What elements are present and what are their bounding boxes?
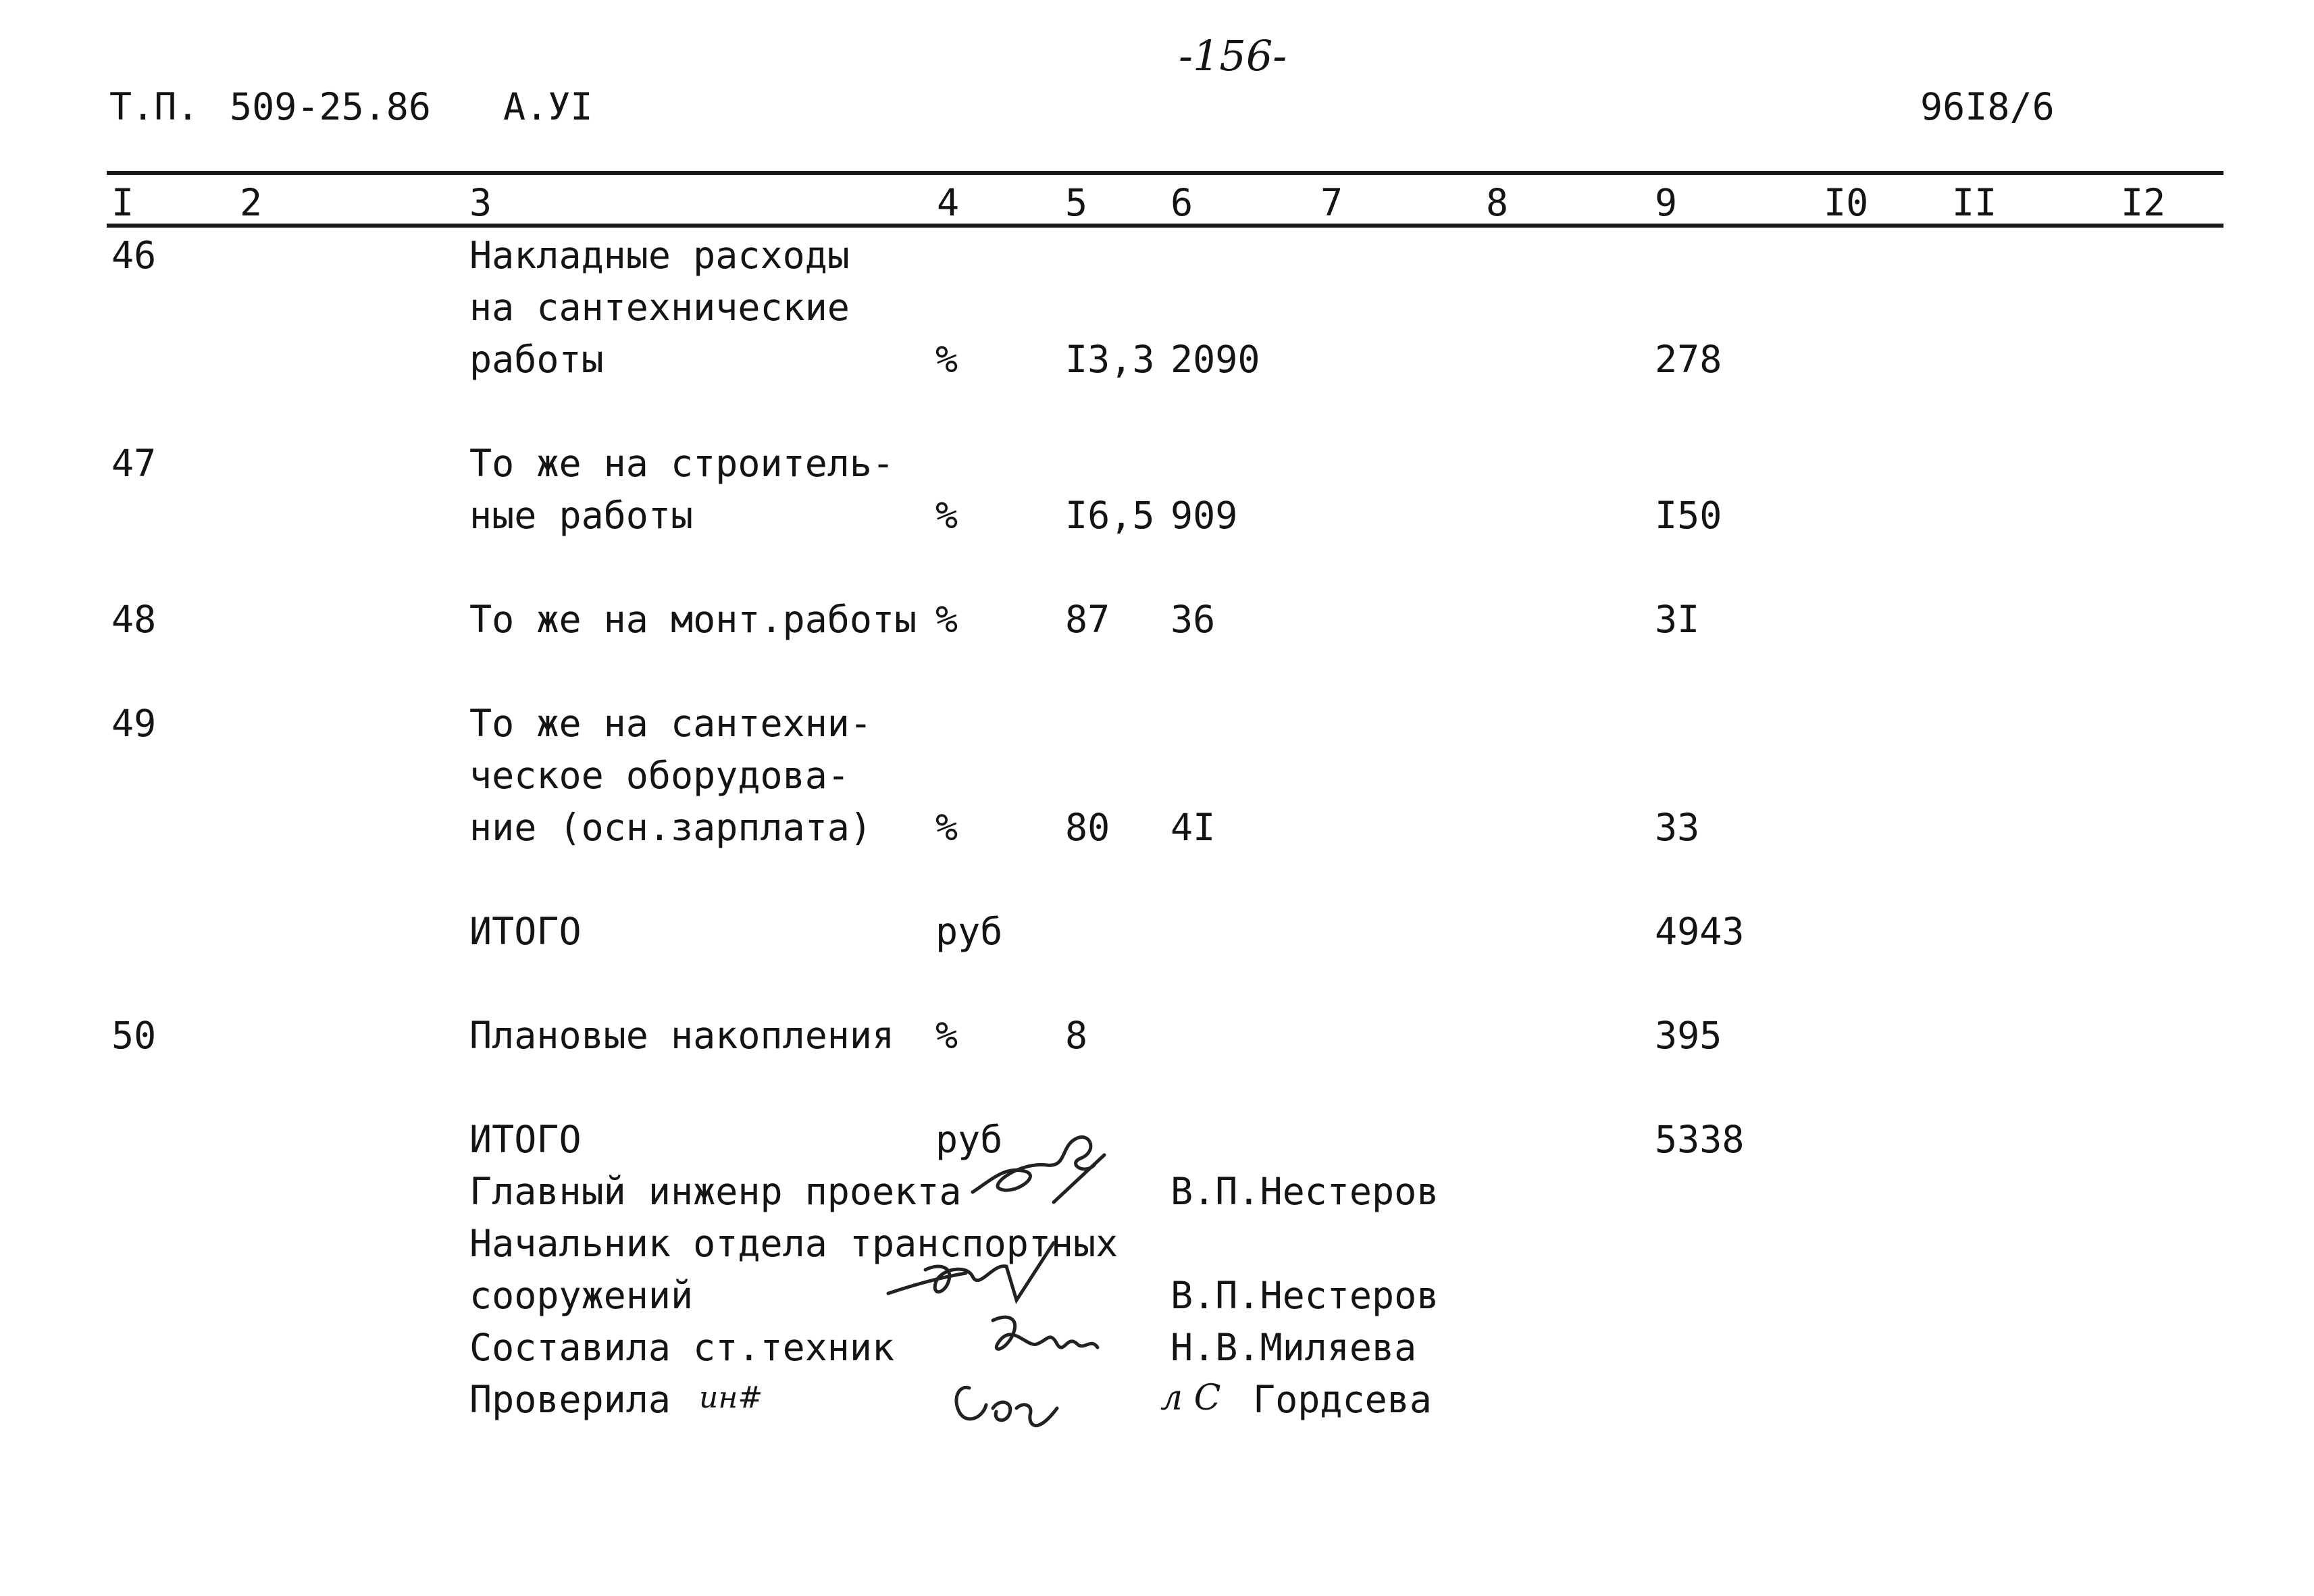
chief-engineer-signature <box>966 1125 1121 1212</box>
row-46-col6: 2090 <box>1171 338 1260 381</box>
row-47-unit: % <box>935 494 958 537</box>
table-top-rule <box>107 171 2223 175</box>
checked-label: Проверила <box>469 1378 671 1421</box>
row-46-number: 46 <box>111 234 157 277</box>
row-47-number: 47 <box>111 442 157 485</box>
compiled-name: Н.В.Миляева <box>1171 1326 1417 1369</box>
row-47-col6: 909 <box>1171 494 1238 537</box>
row-49-line-3: ние (осн.зарплата) <box>469 806 873 849</box>
checked-note: ин# <box>699 1381 763 1415</box>
header-project: Т.П. <box>109 85 199 128</box>
row-48-line-1: То же на монт.работы <box>469 598 917 641</box>
row-48-unit: % <box>935 598 958 641</box>
col-header-11: II <box>1952 181 1997 224</box>
header-album: А.УI <box>503 85 593 128</box>
compiled-label: Составила ст.техник <box>469 1326 895 1369</box>
checked-initials: л С <box>1160 1378 1221 1418</box>
chief-engineer-label: Главный инженр проекта <box>469 1170 962 1213</box>
row-50-number: 50 <box>111 1014 157 1057</box>
dept-head-signature <box>885 1236 1067 1310</box>
subtotal-1-unit: руб <box>935 910 1003 953</box>
row-50-unit: % <box>935 1014 958 1057</box>
row-49-col6: 4I <box>1171 806 1216 849</box>
col-header-2: 2 <box>240 181 263 224</box>
row-49-line-1: То же на сантехни- <box>469 702 873 745</box>
row-46-unit: % <box>935 338 958 381</box>
col-header-8: 8 <box>1486 181 1509 224</box>
dept-head-label-2: сооружений <box>469 1274 694 1317</box>
dept-head-name: В.П.Нестеров <box>1171 1274 1439 1317</box>
col-header-1: I <box>111 181 134 224</box>
dept-head-label-1: Начальник отдела транспортных <box>469 1222 1119 1265</box>
col-header-4: 4 <box>937 181 960 224</box>
chief-engineer-name: В.П.Нестеров <box>1171 1170 1439 1213</box>
row-47-line-2: ные работы <box>469 494 694 537</box>
row-49-col5: 80 <box>1065 806 1110 849</box>
row-50-col5: 8 <box>1065 1014 1088 1057</box>
row-48-number: 48 <box>111 598 157 641</box>
row-49-col9: 33 <box>1655 806 1700 849</box>
row-48-col6: 36 <box>1171 598 1216 641</box>
page-number: -156- <box>1179 31 1287 80</box>
subtotal-1-col9: 4943 <box>1655 910 1745 953</box>
row-46-col9: 278 <box>1655 338 1722 381</box>
row-48-col9: 3I <box>1655 598 1700 641</box>
subtotal-1-label: ИТОГО <box>469 910 582 953</box>
checked-signature <box>949 1371 1071 1439</box>
col-header-7: 7 <box>1320 181 1343 224</box>
col-header-9: 9 <box>1655 181 1678 224</box>
col-header-3: 3 <box>469 181 492 224</box>
row-49-line-2: ческое оборудова- <box>469 754 850 797</box>
row-47-col9: I50 <box>1655 494 1722 537</box>
row-49-unit: % <box>935 806 958 849</box>
row-48-col5: 87 <box>1065 598 1110 641</box>
total-unit: руб <box>935 1118 1003 1161</box>
total-label: ИТОГО <box>469 1118 582 1161</box>
col-header-10: I0 <box>1824 181 1869 224</box>
row-46-line-1: Накладные расходы <box>469 234 850 277</box>
row-46-col5: I3,3 <box>1065 338 1155 381</box>
table-header-bottom-rule <box>107 224 2223 228</box>
row-47-col5: I6,5 <box>1065 494 1155 537</box>
checked-name: Гордсева <box>1253 1378 1432 1421</box>
col-header-5: 5 <box>1065 181 1088 224</box>
row-47-line-1: То же на строитель- <box>469 442 895 485</box>
row-46-line-2: на сантехнические <box>469 286 850 329</box>
header-doc-number: 96I8/6 <box>1920 85 2055 128</box>
header-project-number: 509-25.86 <box>230 85 432 128</box>
row-49-number: 49 <box>111 702 157 745</box>
compiled-signature <box>979 1307 1108 1368</box>
col-header-12: I2 <box>2121 181 2166 224</box>
row-50-col9: 395 <box>1655 1014 1722 1057</box>
row-46-line-3: работы <box>469 338 604 381</box>
row-50-line-1: Плановые накопления <box>469 1014 895 1057</box>
total-col9: 5338 <box>1655 1118 1745 1161</box>
col-header-6: 6 <box>1171 181 1193 224</box>
